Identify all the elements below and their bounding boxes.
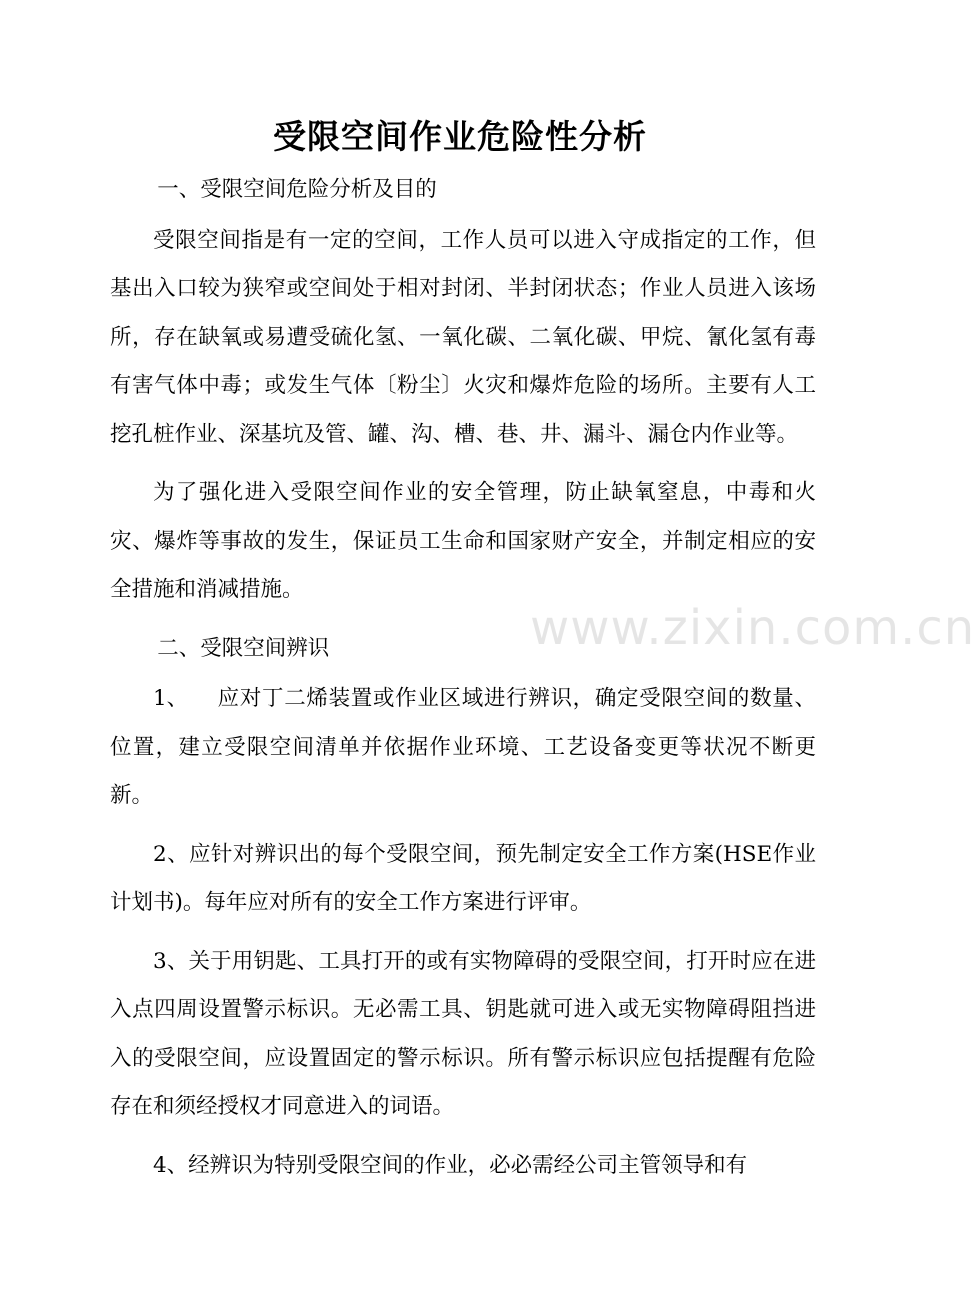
- list-item-2: 2、应针对辨识出的每个受限空间，预先制定安全工作方案(HSE作业计划书)。每年应对所有的安全工作方案进行评审。: [110, 841, 816, 915]
- document-body: [110, 166, 816, 1200]
- section-heading-2: 二、受限空间辨识: [157, 635, 330, 661]
- watermark: www.zixin.com.cn: [530, 600, 975, 656]
- paragraph-purpose: 为了强化进入受限空间作业的安全管理，防止缺氧窒息，中毒和火灾、爆炸等事故的发生，保证员工生命和国家财产安全，并制定相应的安全措施和消减措施。: [110, 480, 816, 602]
- list-item-1-number: 1、: [153, 686, 189, 711]
- section-heading-1: 一、受限空间危险分析及目的: [157, 177, 437, 202]
- list-item-1-text: 应对丁二烯装置或作业区域进行辨识，确定受限空间的数量、位置，建立受限空间清单并依据作业环境、工艺设备变更等状况不断更新。: [110, 686, 816, 808]
- list-item-1: [110, 675, 816, 821]
- paragraph-definition: 受限空间指是有一定的空间，工作人员可以进入守成指定的工作，但基出入口较为狭窄或空间处于相对封闭、半封闭状态；作业人员进入该场所，存在缺氧或易遭受硫化氢、一氧化碳、二氧化碳、甲烷、氰化氢有毒有害气体中毒；或发生气体〔粉尘〕火灾和爆炸危险的场所。主要有人工挖孔桩作业、深基坑及管、罐、沟、槽、巷、井、漏斗、漏仓内作业等。: [110, 227, 816, 447]
- list-item-4: 4、经辨识为特别受限空间的作业，必必需经公司主管领导和有: [153, 1152, 748, 1178]
- document-title: 受限空间作业危险性分析: [273, 117, 647, 156]
- list-item-3: 3、关于用钥匙、工具打开的或有实物障碍的受限空间，打开时应在进入点四周设置警示标识。无必需工具、钥匙就可进入或无实物障碍阻挡进入的受限空间，应设置固定的警示标识。所有警示标识应包括提醒有危险存在和须经授权才同意进入的词语。: [110, 948, 816, 1119]
